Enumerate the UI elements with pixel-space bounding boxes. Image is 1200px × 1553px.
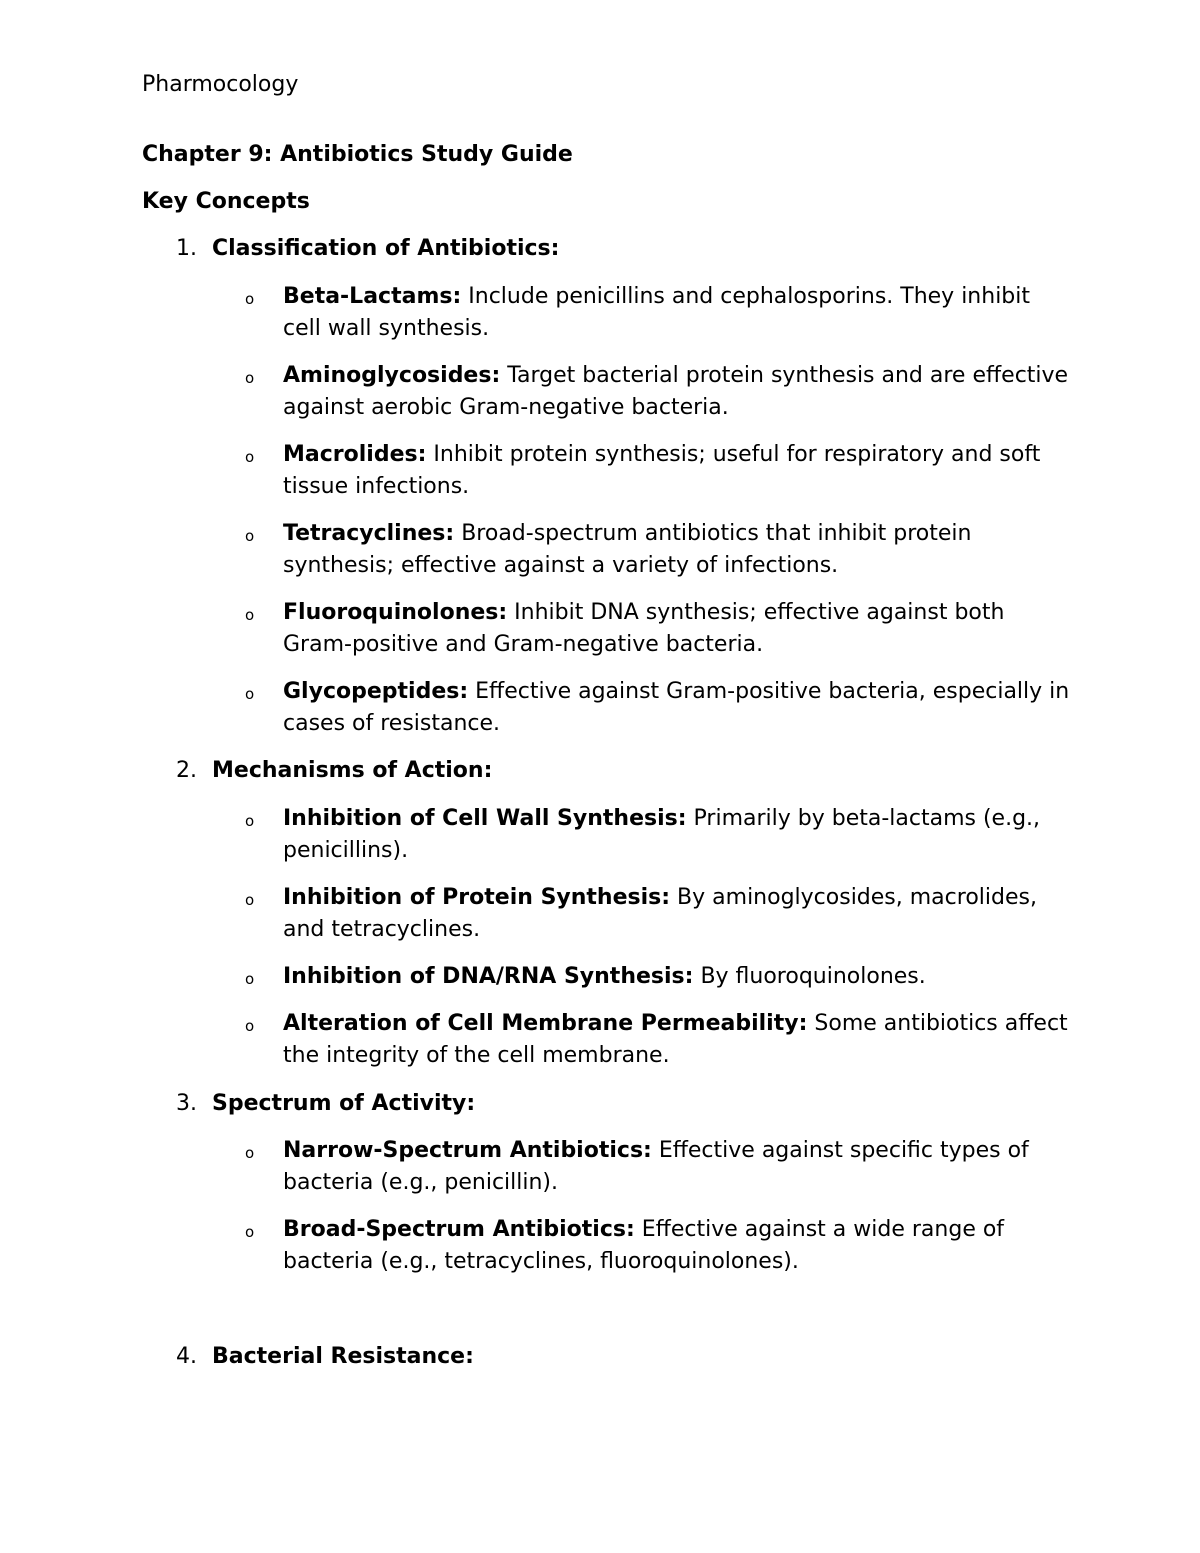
section-label: Bacterial Resistance: (212, 1344, 474, 1369)
section-heading-spectrum (176, 1089, 475, 1119)
bullet-marker: o (245, 685, 255, 703)
item-description: Inhibit protein synthesis; useful for respiratory and soft tissue infections. (283, 442, 1041, 499)
item-description: Inhibit DNA synthesis; effective against both Gram-positive and Gram-negative bacteria. (283, 600, 1005, 657)
document-title: Chapter 9: Antibiotics Study Guide (142, 142, 573, 167)
section-heading-resistance (176, 1342, 474, 1372)
item-description: Effective against specific types of bacteria (e.g., penicillin). (283, 1138, 1029, 1195)
item-term: Fluoroquinolones: (283, 600, 508, 625)
item-description: Effective against a wide range of bacteria (e.g., tetracyclines, fluoroquinolones). (283, 1217, 1005, 1274)
item-description: Include penicillins and cephalosporins. They inhibit cell wall synthesis. (283, 284, 1031, 341)
section-heading-mechanisms (176, 756, 492, 786)
section-label: Spectrum of Activity: (212, 1091, 476, 1116)
bullet-marker: o (245, 970, 255, 988)
key-concepts-heading: Key Concepts (142, 189, 310, 214)
bullet-marker: o (245, 290, 255, 308)
bullet-marker: o (245, 448, 255, 466)
section-number: 2. (176, 758, 197, 783)
item-term: Beta-Lactams: (283, 284, 462, 309)
item-description: Some antibiotics affect the integrity of the cell membrane. (283, 1011, 1068, 1068)
bullet-marker: o (245, 1223, 255, 1241)
section-number: 3. (176, 1091, 197, 1116)
item-description: Effective against Gram-positive bacteria, especially in cases of resistance. (283, 679, 1070, 736)
item-term: Glycopeptides: (283, 679, 469, 704)
item-term: Alteration of Cell Membrane Permeability: (283, 1011, 808, 1036)
item-description: By aminoglycosides, macrolides, and tetracyclines. (283, 885, 1037, 942)
section-heading-classification (176, 234, 559, 264)
item-term: Inhibition of Protein Synthesis: (283, 885, 671, 910)
bullet-marker: o (245, 527, 255, 545)
section-number: 1. (176, 236, 197, 261)
item-term: Inhibition of Cell Wall Synthesis: (283, 806, 687, 831)
item-term: Broad-Spectrum Antibiotics: (283, 1217, 635, 1242)
bullet-marker: o (245, 812, 255, 830)
item-term: Inhibition of DNA/RNA Synthesis: (283, 964, 694, 989)
item-term: Tetracyclines: (283, 521, 455, 546)
bullet-marker: o (245, 1017, 255, 1035)
section-label: Mechanisms of Action: (212, 758, 493, 783)
item-term: Aminoglycosides: (283, 363, 501, 388)
item-description: Target bacterial protein synthesis and are effective against aerobic Gram-negative bacteria. (283, 363, 1069, 420)
item-description: Broad-spectrum antibiotics that inhibit protein synthesis; effective against a variety of infections. (283, 521, 972, 578)
page-header: Pharmocology (142, 72, 299, 97)
bullet-marker: o (245, 606, 255, 624)
section-number: 4. (176, 1344, 197, 1369)
item-description: Primarily by beta-lactams (e.g., penicillins). (283, 806, 1041, 863)
item-term: Narrow-Spectrum Antibiotics: (283, 1138, 652, 1163)
item-description: By fluoroquinolones. (700, 964, 926, 989)
item-term: Macrolides: (283, 442, 427, 467)
section-label: Classification of Antibiotics: (212, 236, 560, 261)
bullet-marker: o (245, 891, 255, 909)
bullet-marker: o (245, 1144, 255, 1162)
bullet-marker: o (245, 369, 255, 387)
